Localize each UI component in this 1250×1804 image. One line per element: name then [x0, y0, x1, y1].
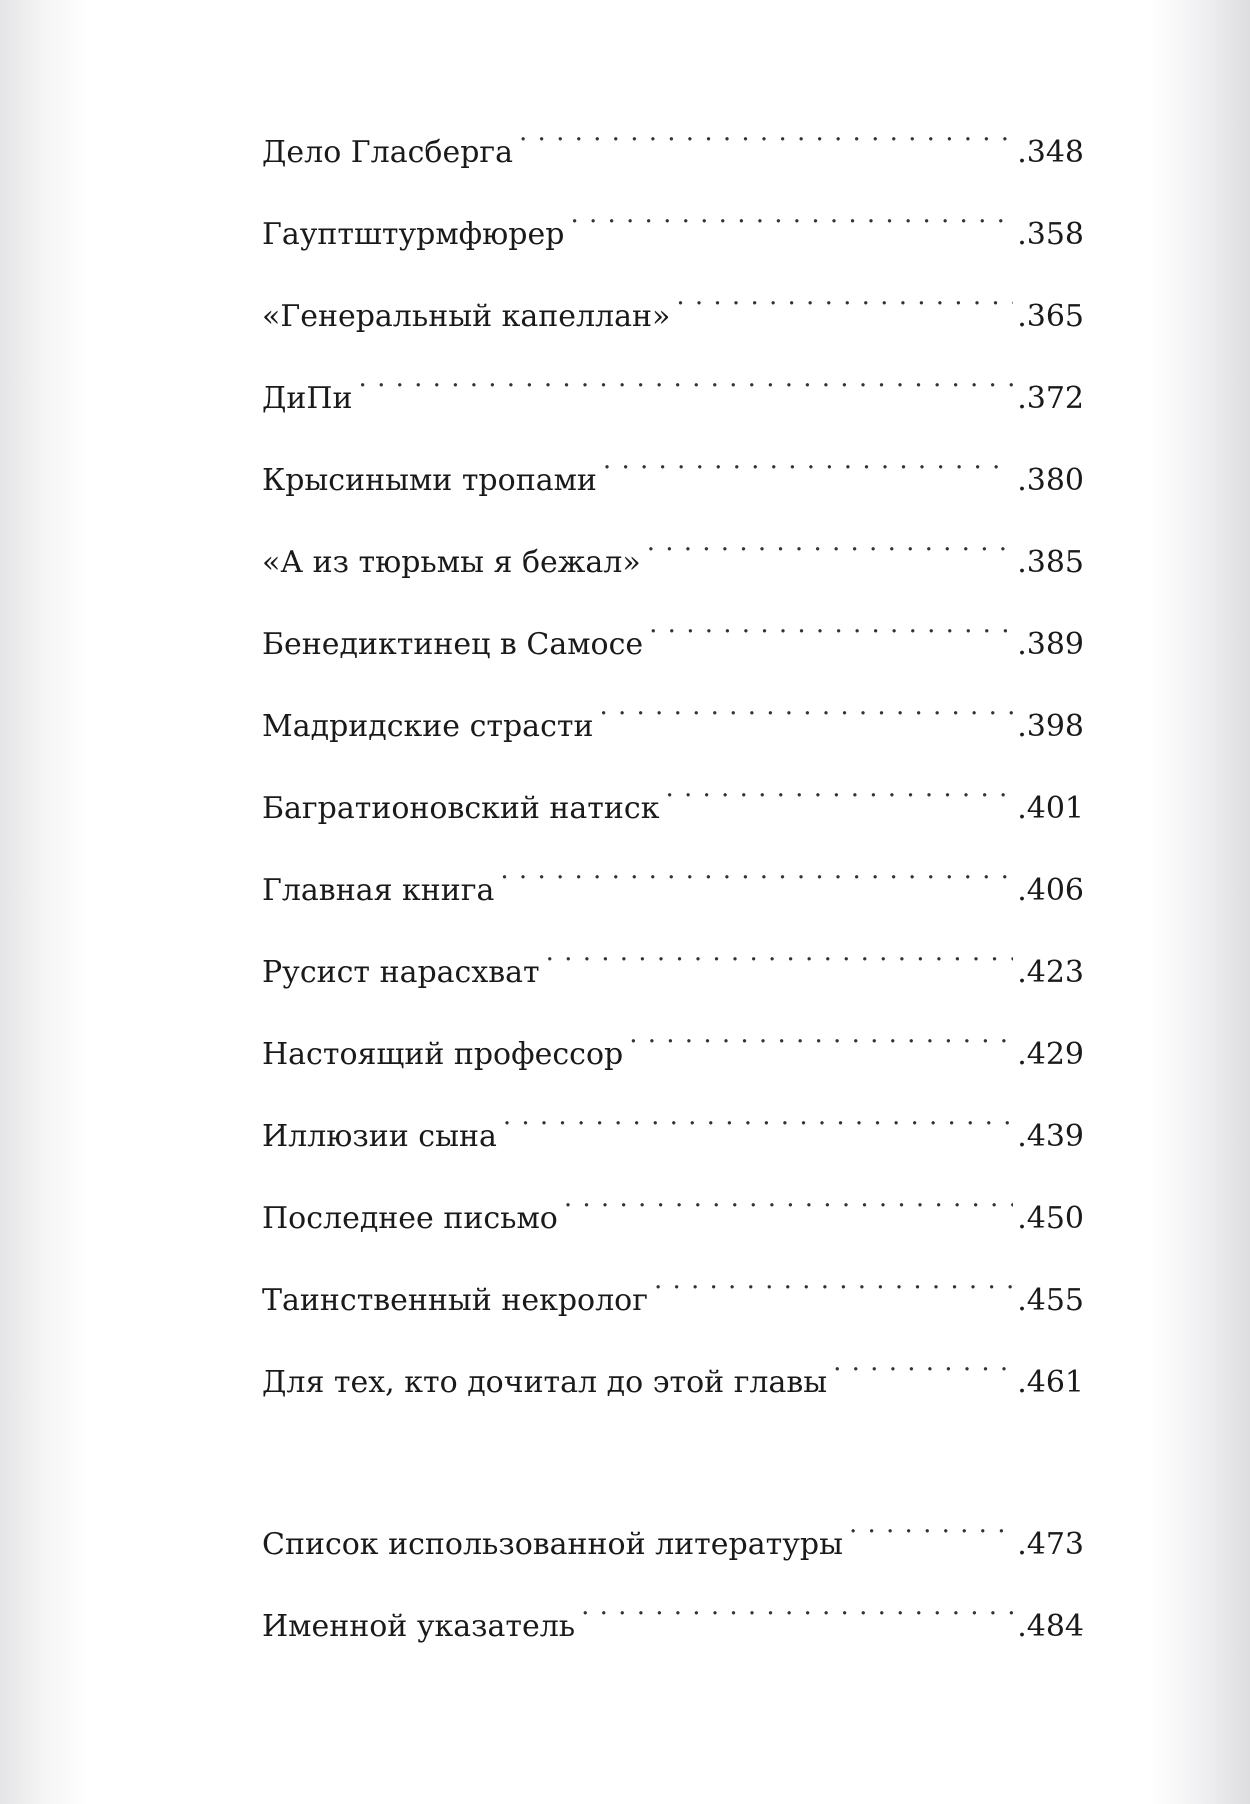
toc-entry [262, 1576, 1084, 1658]
toc-entry-page: .365 [1017, 299, 1084, 334]
table-of-contents [262, 102, 1084, 1658]
toc-entry-page: .380 [1017, 463, 1084, 498]
toc-entry-title: Для тех, кто дочитал до этой главы [262, 1365, 828, 1400]
dot-leader [359, 348, 1014, 408]
toc-entry-page: .439 [1017, 1119, 1084, 1154]
dot-leader [546, 922, 1014, 982]
toc-entry-page: .423 [1017, 955, 1084, 990]
toc-entry-title: Список использованной литературы [262, 1527, 843, 1562]
toc-entry-title: Гауптштурмфюрер [262, 217, 565, 252]
dot-leader [570, 184, 1013, 244]
toc-entry-title: Последнее письмо [262, 1201, 558, 1236]
dot-leader [581, 1576, 1013, 1636]
dot-leader [603, 430, 1013, 490]
toc-entry-title: Настоящий профессор [262, 1037, 624, 1072]
dot-leader [519, 102, 1013, 162]
dot-leader [599, 676, 1013, 736]
toc-entry-page: .484 [1017, 1609, 1084, 1644]
toc-entry-title: «Генеральный капеллан» [262, 299, 671, 334]
toc-entry-title: ДиПи [262, 381, 353, 416]
toc-entry [262, 594, 1084, 676]
toc-entry [262, 184, 1084, 266]
section-spacer [262, 1414, 1084, 1494]
dot-leader [654, 1250, 1013, 1310]
toc-entry-title: Крысиными тропами [262, 463, 597, 498]
dot-leader [849, 1494, 1013, 1554]
dot-leader [629, 1004, 1013, 1064]
toc-entry-title: Таинственный некролог [262, 1283, 648, 1318]
toc-entry-title: «А из тюрьмы я бежал» [262, 545, 641, 580]
toc-entry [262, 430, 1084, 512]
toc-entry-page: .385 [1017, 545, 1084, 580]
dot-leader [649, 594, 1013, 654]
toc-entry [262, 1494, 1084, 1576]
toc-entry-page: .473 [1017, 1527, 1084, 1562]
toc-entry [262, 266, 1084, 348]
toc-entry-title: Мадридские страсти [262, 709, 594, 744]
toc-entry-page: .406 [1017, 873, 1084, 908]
dot-leader [647, 512, 1014, 572]
toc-entry-page: .461 [1017, 1365, 1084, 1400]
dot-leader [833, 1332, 1013, 1392]
toc-entry-page: .348 [1017, 135, 1084, 170]
toc-entry [262, 1250, 1084, 1332]
dot-leader [676, 266, 1013, 326]
toc-entry [262, 1332, 1084, 1414]
toc-entry [262, 840, 1084, 922]
toc-entry-page: .358 [1017, 217, 1084, 252]
toc-entry-title: Русист нарасхват [262, 955, 540, 990]
dot-leader [564, 1168, 1013, 1228]
toc-entry-title: Бенедиктинец в Самосе [262, 627, 644, 662]
toc-entry-title: Багратионовский натиск [262, 791, 660, 826]
toc-entry [262, 102, 1084, 184]
toc-entry [262, 1004, 1084, 1086]
toc-entry [262, 758, 1084, 840]
dot-leader [503, 1086, 1013, 1146]
toc-entry-title: Именной указатель [262, 1609, 576, 1644]
toc-entry-page: .455 [1017, 1283, 1084, 1318]
toc-entry-page: .429 [1017, 1037, 1084, 1072]
toc-entry [262, 676, 1084, 758]
toc-entry [262, 512, 1084, 594]
dot-leader [665, 758, 1013, 818]
toc-entry [262, 922, 1084, 1004]
toc-entry-title: Дело Гласберга [262, 135, 514, 170]
toc-entry [262, 348, 1084, 430]
toc-entry-page: .450 [1017, 1201, 1084, 1236]
toc-entry-title: Главная книга [262, 873, 495, 908]
toc-entry-page: .398 [1017, 709, 1084, 744]
toc-entry-page: .389 [1017, 627, 1084, 662]
toc-entry-title: Иллюзии сына [262, 1119, 497, 1154]
toc-entry [262, 1086, 1084, 1168]
toc-entry-page: .372 [1017, 381, 1084, 416]
toc-entry [262, 1168, 1084, 1250]
dot-leader [500, 840, 1013, 900]
toc-entry-page: .401 [1017, 791, 1084, 826]
